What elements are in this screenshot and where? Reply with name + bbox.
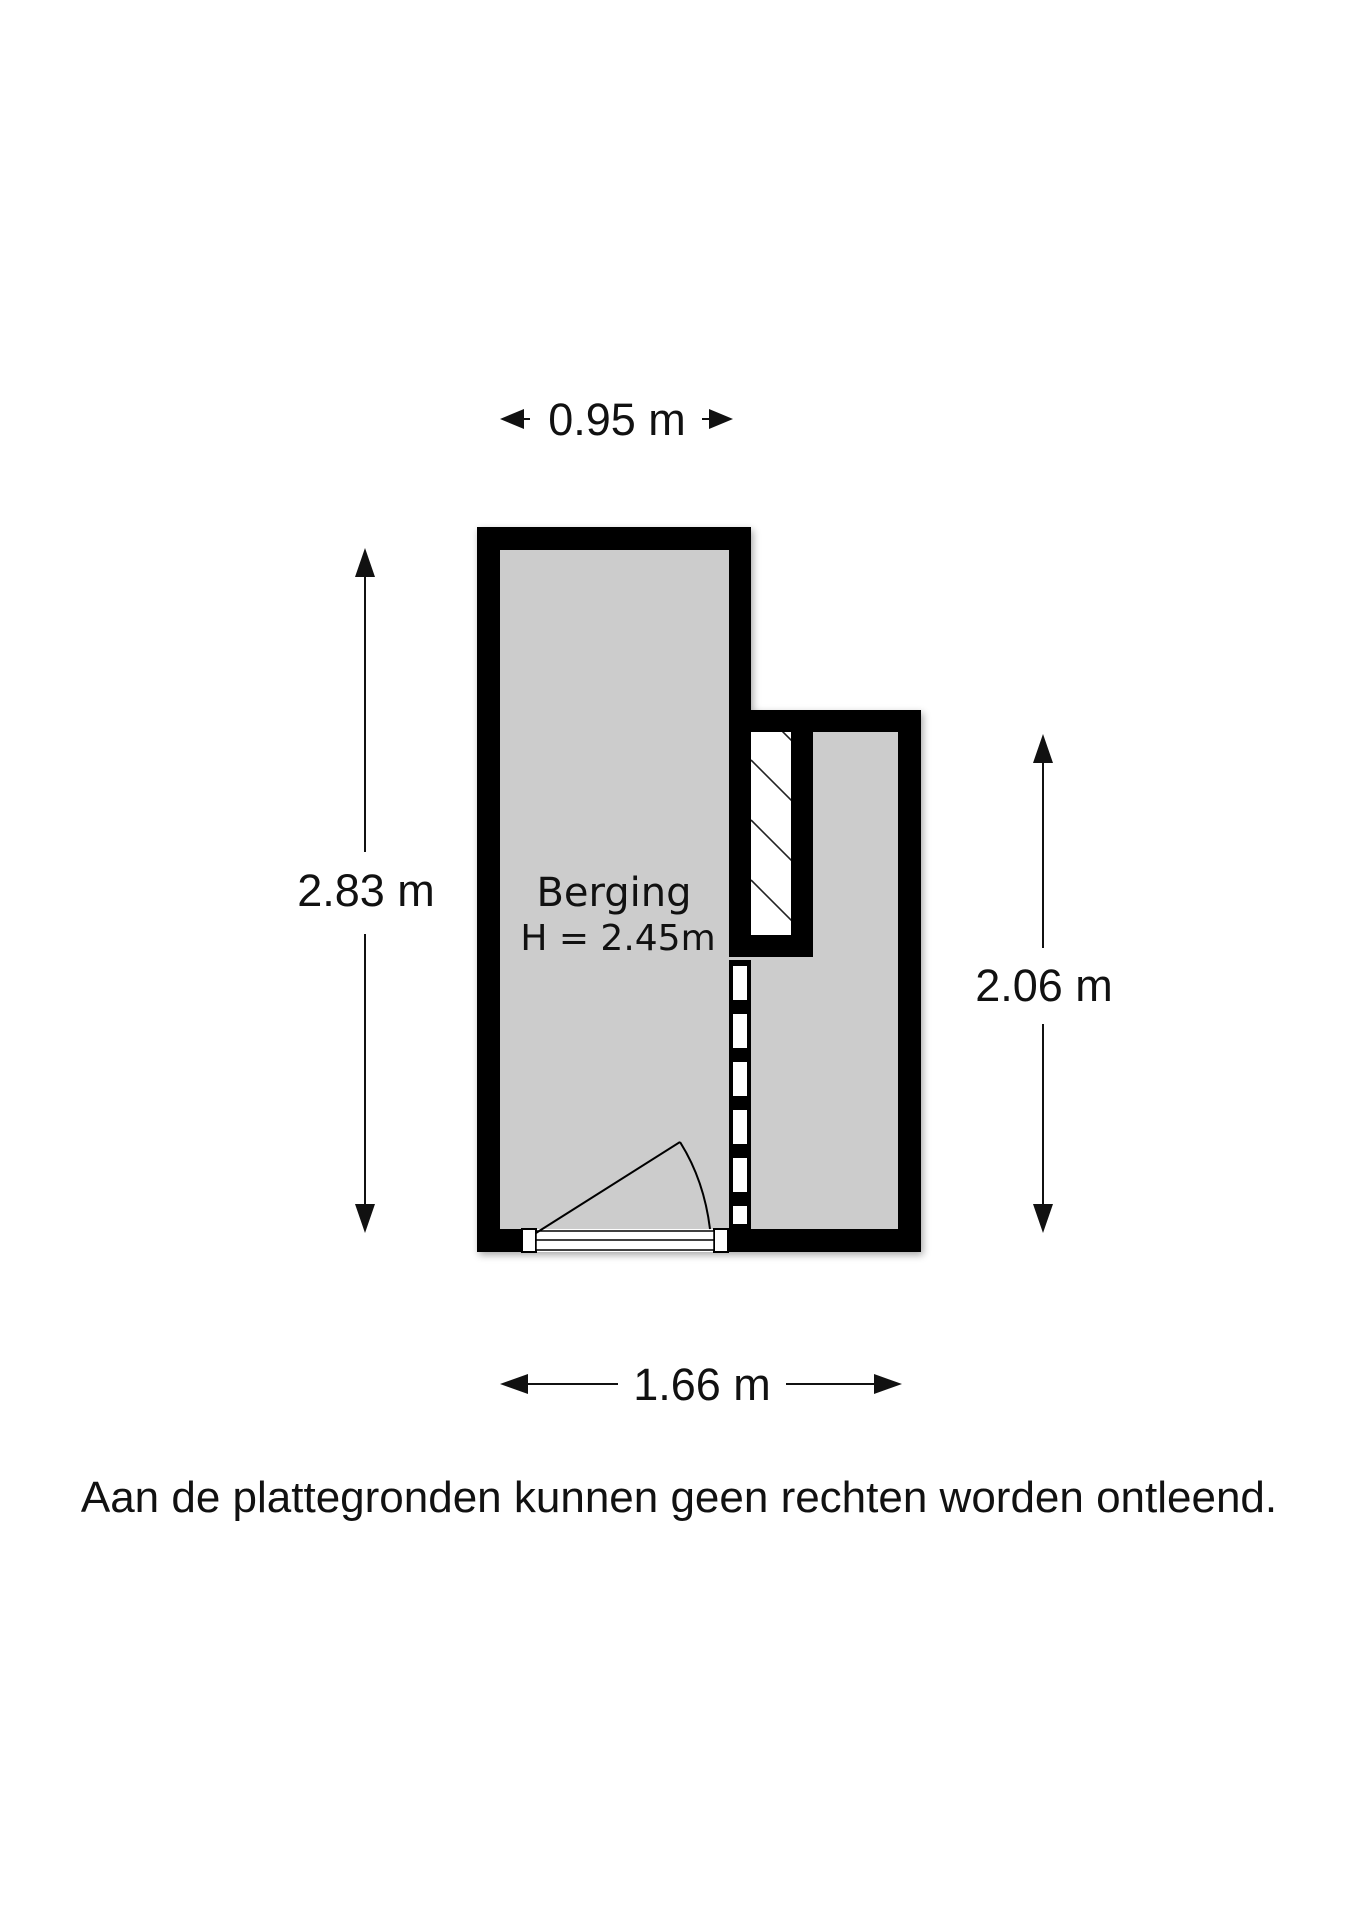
dimension-label-left: 2.83 m bbox=[297, 865, 435, 916]
arrow-left-icon bbox=[500, 409, 524, 429]
dimension-left-height bbox=[297, 548, 435, 1233]
dimension-label-right: 2.06 m bbox=[975, 960, 1113, 1011]
arrow-left-icon bbox=[500, 1374, 528, 1394]
disclaimer-text: Aan de plattegronden kunnen geen rechten worden ontleend. bbox=[80, 1473, 1278, 1522]
arrow-up-icon bbox=[1033, 734, 1053, 763]
shaft-wall-bottom bbox=[729, 935, 813, 957]
shaft-wall-right bbox=[791, 732, 813, 957]
arrow-right-icon bbox=[874, 1374, 902, 1394]
room-name: Berging bbox=[536, 870, 692, 916]
dimension-top-width bbox=[500, 394, 733, 445]
arrow-down-icon bbox=[1033, 1204, 1053, 1233]
partition-wall-upper bbox=[729, 710, 751, 957]
dimension-bottom-width bbox=[500, 1359, 902, 1410]
dimension-label-top: 0.95 m bbox=[548, 394, 686, 445]
dashed-divider bbox=[729, 960, 751, 1229]
arrow-up-icon bbox=[355, 548, 375, 577]
arrow-right-icon bbox=[709, 409, 733, 429]
dimension-right-height bbox=[975, 734, 1113, 1233]
room-height: H = 2.45m bbox=[520, 918, 716, 959]
arrow-down-icon bbox=[355, 1204, 375, 1233]
dimension-label-bottom: 1.66 m bbox=[633, 1359, 771, 1410]
